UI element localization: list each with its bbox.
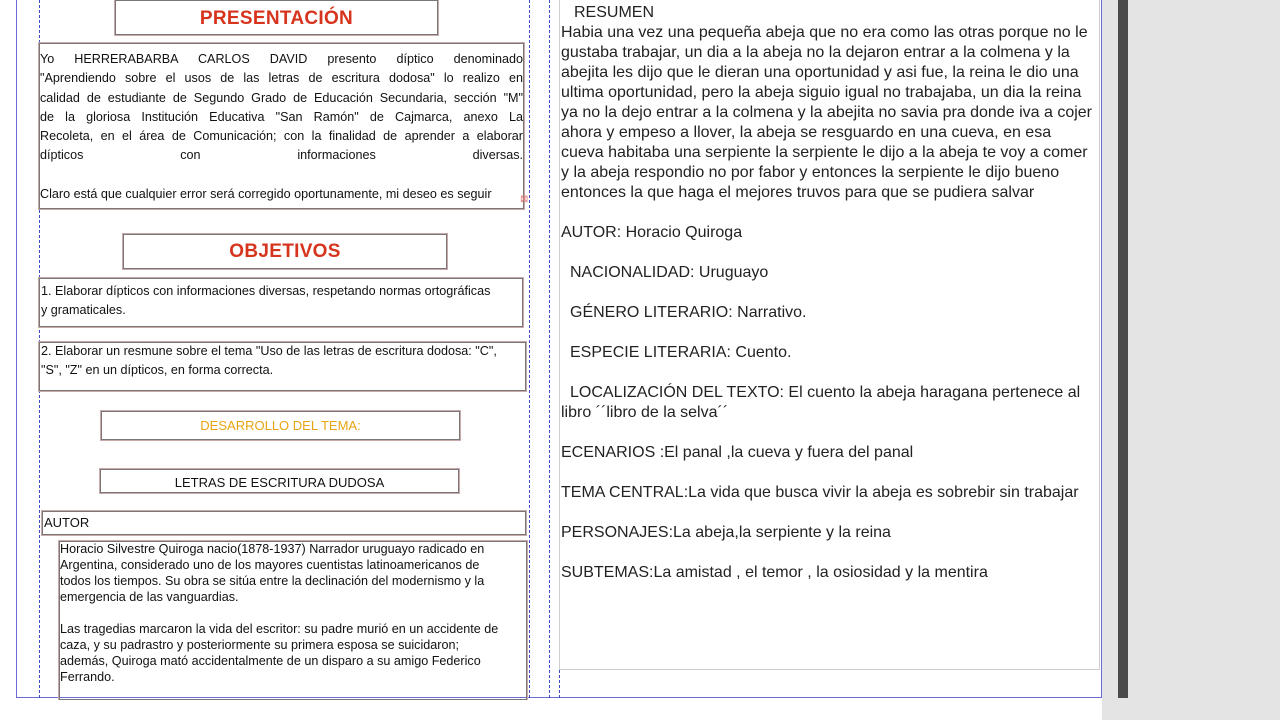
presentacion-line: dípticos con informaciones diversas. <box>40 148 523 163</box>
letras-escritura-dudosa-label[interactable]: LETRAS DE ESCRITURA DUDOSA <box>99 468 460 494</box>
autor-bio-line: emergencia de las vanguardias. <box>60 590 239 604</box>
objetivo-2-line: 2. Elaborar un resmune sobre el tema "Uso de las letras de escritura dodosa: "C", <box>41 344 497 358</box>
objetivo-1-line: y gramaticales. <box>41 303 126 318</box>
autor-bio-line: Horacio Silvestre Quiroga nacio(1878-1937) Narrador uruguayo radicado en <box>60 542 485 556</box>
escenarios-line: ECENARIOS :El panal ,la cueva y fuera del panal <box>561 444 914 461</box>
pasteboard <box>1102 0 1280 720</box>
autor-bio-line: además, Quiroga mató accidentalmente de un disparo a su amigo Federico <box>60 654 481 668</box>
presentacion-line: de la gloriosa Institución Educativa "San Ramón" de Cajmarca, anexo La <box>40 109 523 124</box>
autor-label[interactable]: AUTOR <box>41 510 527 536</box>
localizacion-line: LOCALIZACIÓN DEL TEXTO: El cuento la abeja haragana pertenece al <box>570 384 1081 401</box>
autor-bio-line: todos los tiempos. Su obra se sitúa entre la declinación del modernismo y la <box>60 574 485 588</box>
text-overflow-marker-icon: ⊠ <box>520 194 529 205</box>
pasteboard-scroll-edge <box>1118 0 1128 698</box>
objetivo-1-line: 1. Elaborar dípticos con informaciones diversas, respetando normas ortográficas <box>41 284 491 298</box>
nacionalidad-line: NACIONALIDAD: Uruguayo <box>570 264 769 281</box>
autor-line: AUTOR: Horacio Quiroga <box>561 224 743 241</box>
resumen-line: gustaba trabajar, un dia a la abeja no la dejaron entrar a la colmena y la <box>561 44 1070 61</box>
localizacion-line: libro ´´libro de la selva´´ <box>561 404 729 421</box>
resumen-title: RESUMEN <box>574 4 655 21</box>
resumen-line: abejita les dijo que le dieran una oportunidad y asi fue, la reina le dio una <box>561 64 1079 81</box>
desarrollo-del-tema-label[interactable]: DESARROLLO DEL TEMA: <box>100 410 461 441</box>
autor-bio-line: caza, y su padrastro y posteriormente su primera esposa se suicidaron; <box>60 638 459 652</box>
resumen-line: ahora y empeso a llover, la abeja se resguardo en una cueva, en esa <box>561 124 1052 141</box>
resumen-line: ultima oportunidad, pero la abeja siguio igual no trabajaba, un dia la reina <box>561 84 1082 101</box>
presentacion-textbox[interactable] <box>38 42 525 210</box>
autor-bio-line: Ferrando. <box>60 670 115 684</box>
column-guide-center-left <box>529 0 530 698</box>
autor-bio-line: Argentina, considerado uno de los mayores cuentistas latinoamericanos de <box>60 558 480 572</box>
presentacion-blank-line <box>40 166 523 185</box>
presentacion-line: Yo HERRERABARBA CARLOS DAVID presento díptico denominado <box>40 52 523 66</box>
presentacion-line: Claro está que cualquier error será corregido oportunamente, mi deseo es seguir <box>40 186 492 201</box>
bottom-margin <box>0 698 1102 720</box>
resumen-line: cueva habitaba una serpiente la serpiente le dijo a la abeja te voy a comer <box>561 144 1088 161</box>
presentacion-line: "Aprendiendo sobre el usos de las letras de escritura dodosa" lo realizo en <box>40 71 523 86</box>
autor-bio-line: Las tragedias marcaron la vida del escritor: su padre murió en un accidente de <box>60 622 499 636</box>
objetivo-2-textbox[interactable] <box>38 341 527 392</box>
resumen-line: ya no la dejo entrar a la colmena y la abejita no savia pra donde iva a cojer <box>561 104 1092 121</box>
objetivos-title[interactable]: OBJETIVOS <box>122 233 448 270</box>
presentacion-line: Recoleta, en el área de Comunicación; con la finalidad de aprender a elaborar <box>40 129 523 144</box>
especie-literaria-line: ESPECIE LITERARIA: Cuento. <box>570 344 792 361</box>
genero-literario-line: GÉNERO LITERARIO: Narrativo. <box>570 304 807 321</box>
column-guide-center-right <box>549 0 550 698</box>
subtemas-line: SUBTEMAS:La amistad , el temor , la osiosidad y la mentira <box>561 564 988 581</box>
resumen-line: Habia una vez una pequeña abeja que no era como las otras porque no le <box>561 24 1088 41</box>
tema-central-line: TEMA CENTRAL:La vida que busca vivir la abeja es sobrebir sin trabajar <box>561 484 1079 501</box>
objetivo-1-textbox[interactable] <box>38 277 524 328</box>
autor-bio-blank-line <box>60 605 526 621</box>
presentacion-line: calidad de estudiante de Segundo Grado de Educación Secundaria, sección "M" <box>40 90 523 105</box>
resumen-line: entonces la que haga el mejores truvos para que se pudiera salvar <box>561 184 1035 201</box>
autor-bio-textbox[interactable] <box>58 540 528 700</box>
resumen-line: y la abeja respondio no por fabor y entonces la serpiente le dijo bueno <box>561 164 1060 181</box>
presentacion-title[interactable]: PRESENTACIÓN <box>114 0 439 36</box>
objetivo-2-line: "S", "Z" en un dípticos, en forma correcta. <box>41 363 274 378</box>
personajes-line: PERSONAJES:La abeja,la serpiente y la reina <box>561 524 891 541</box>
